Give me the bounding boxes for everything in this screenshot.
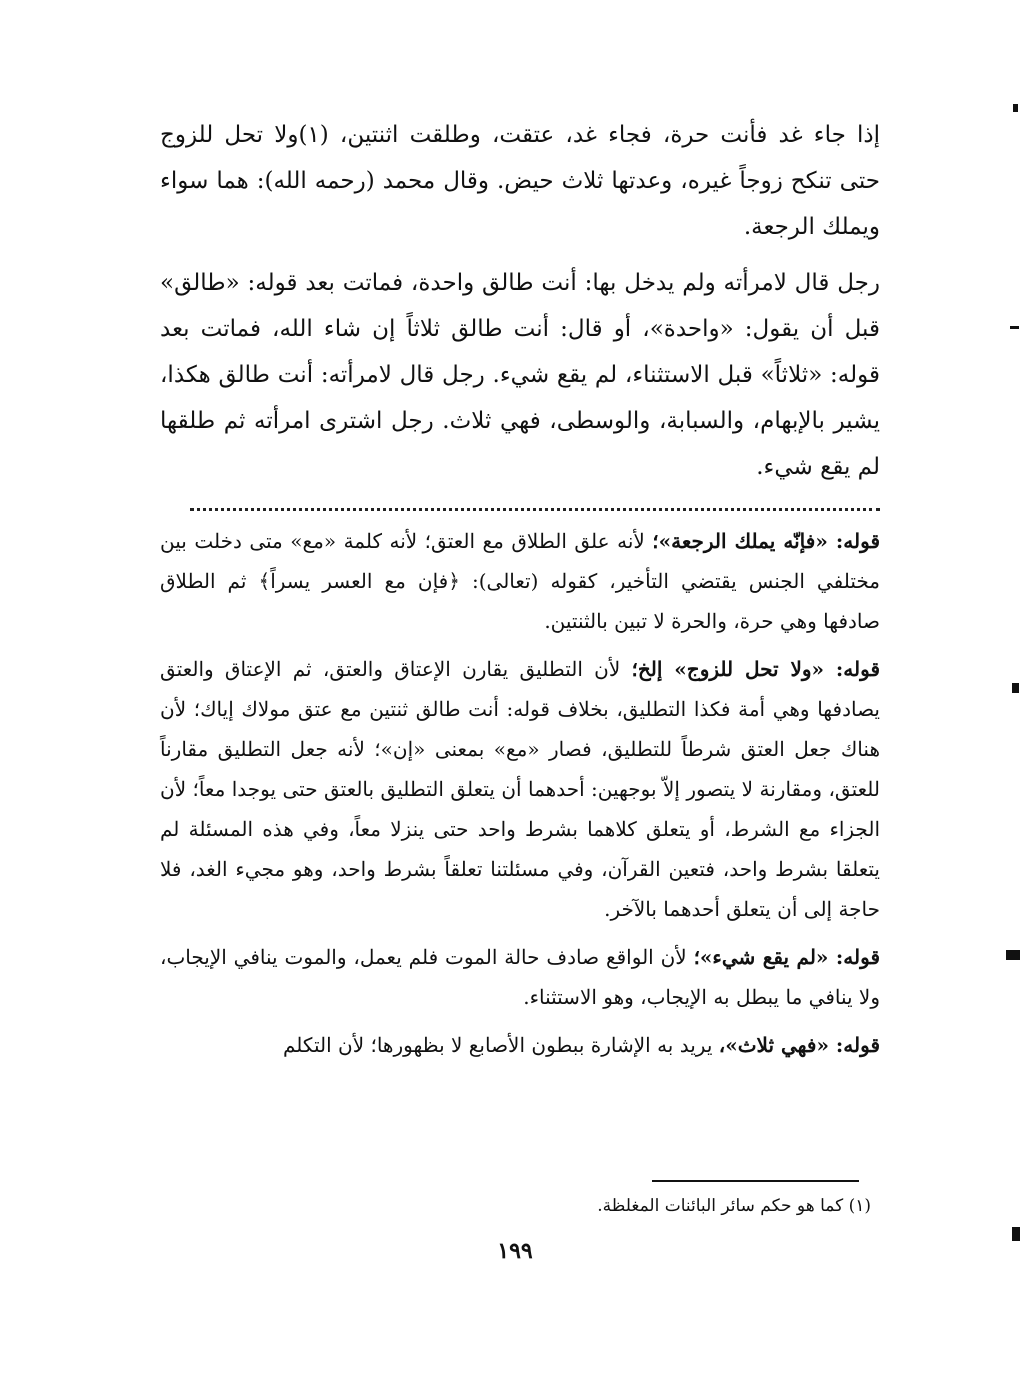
- scan-mark-2: [1010, 326, 1019, 329]
- footnote: (١) كما هو حكم سائر البائنات المغلظة.: [597, 1196, 871, 1216]
- commentary-text-2: لأن التطليق يقارن الإعتاق والعتق، ثم الإعتاق والعتق يصادفها وهي أمة فكذا التطليق، بخلاف قوله: أنت طالق ثنتين مع عتق مولاك إياك؛ لأن هناك جعل العتق شرطاً للتطليق، فصار «مع» بمعنى «إن»؛ لأنه جعل التطليق مقارناً للعتق، ومقارنة لا يتصور إلاّ بوجهين: أحدهما أن يتعلق التطليق بالعتق حتى يوجدا معاً؛ لأن الجزاء مع الشرط، أو يتعلق كلاهما بشرط واحد حتى ينزلا معاً، وفي هذه المسئلة لم يتعلقا بشرط واحد، فتعين القرآن، وفي مسئلتنا تعلقاً بشرط واحد، وهو مجيء الغد، فلا حاجة إلى أن يتعلق أحدهما بالآخر.: [160, 657, 880, 921]
- main-text-paragraph-2: رجل قال لامرأته ولم يدخل بها: أنت طالق واحدة، فماتت بعد قوله: «طالق» قبل أن يقول: «واحدة»، أو قال: أنت طالق ثلاثاً إن شاء الله، فماتت بعد قوله: «ثلاثاً» قبل الاستثناء، لم يقع شيء. رجل قال لامرأته: أنت طالق هكذا، يشير بالإبهام، والسبابة، والوسطى، فهي ثلاث. رجل اشترى امرأته ثم طلقها لم يقع شيء.: [160, 270, 880, 480]
- footnote-separator: [652, 1180, 859, 1182]
- main-text-paragraph-1: إذا جاء غد فأنت حرة، فجاء غد، عتقت، وطلقت اثنتين، (١)ولا تحل للزوج حتى تنكح زوجاً غيره، وعدتها ثلاث حيض. وقال محمد (رحمه الله): هما سواء ويملك الرجعة.: [160, 122, 880, 240]
- book-page-body: [160, 112, 880, 1073]
- scan-mark-5: [1012, 1227, 1020, 1241]
- scan-mark-4: [1006, 950, 1020, 960]
- commentary-text-3: لأن الواقع صادف حالة الموت فلم يعمل، والموت ينافي الإيجاب، ولا ينافي ما يبطل به الإيجاب، وهو الاستثناء.: [160, 945, 880, 1009]
- page-number: ١٩٩: [497, 1238, 533, 1264]
- commentary-lead-3: قوله: «لم يقع شيء»؛: [693, 945, 881, 969]
- commentary-lead-1: قوله: «فإنّه يملك الرجعة»؛: [652, 529, 881, 553]
- dotted-separator: [190, 508, 880, 511]
- commentary-paragraph-3: [160, 937, 880, 1017]
- commentary-paragraph-2: [160, 649, 880, 929]
- commentary-paragraph-1: [160, 521, 880, 641]
- commentary-lead-2: قوله: «ولا تحل للزوج» إلخ؛: [631, 657, 881, 681]
- scan-mark-1: [1013, 104, 1018, 112]
- commentary-paragraph-4: [160, 1025, 880, 1065]
- commentary-text-4: يريد به الإشارة ببطون الأصابع لا بظهورها؛ لأن التكلم: [283, 1033, 719, 1057]
- commentary-text-1: لأنه علق الطلاق مع العتق؛ لأنه كلمة «مع» متى دخلت بين مختلفي الجنس يقتضي التأخير، كقوله (تعالى): ﴿فإن مع العسر يسراً﴾ ثم الطلاق صادفها وهي حرة، والحرة لا تبين بالثنتين.: [160, 529, 880, 633]
- scan-mark-3: [1012, 683, 1019, 693]
- commentary-lead-4: قوله: «فهي ثلاث»،: [718, 1033, 880, 1057]
